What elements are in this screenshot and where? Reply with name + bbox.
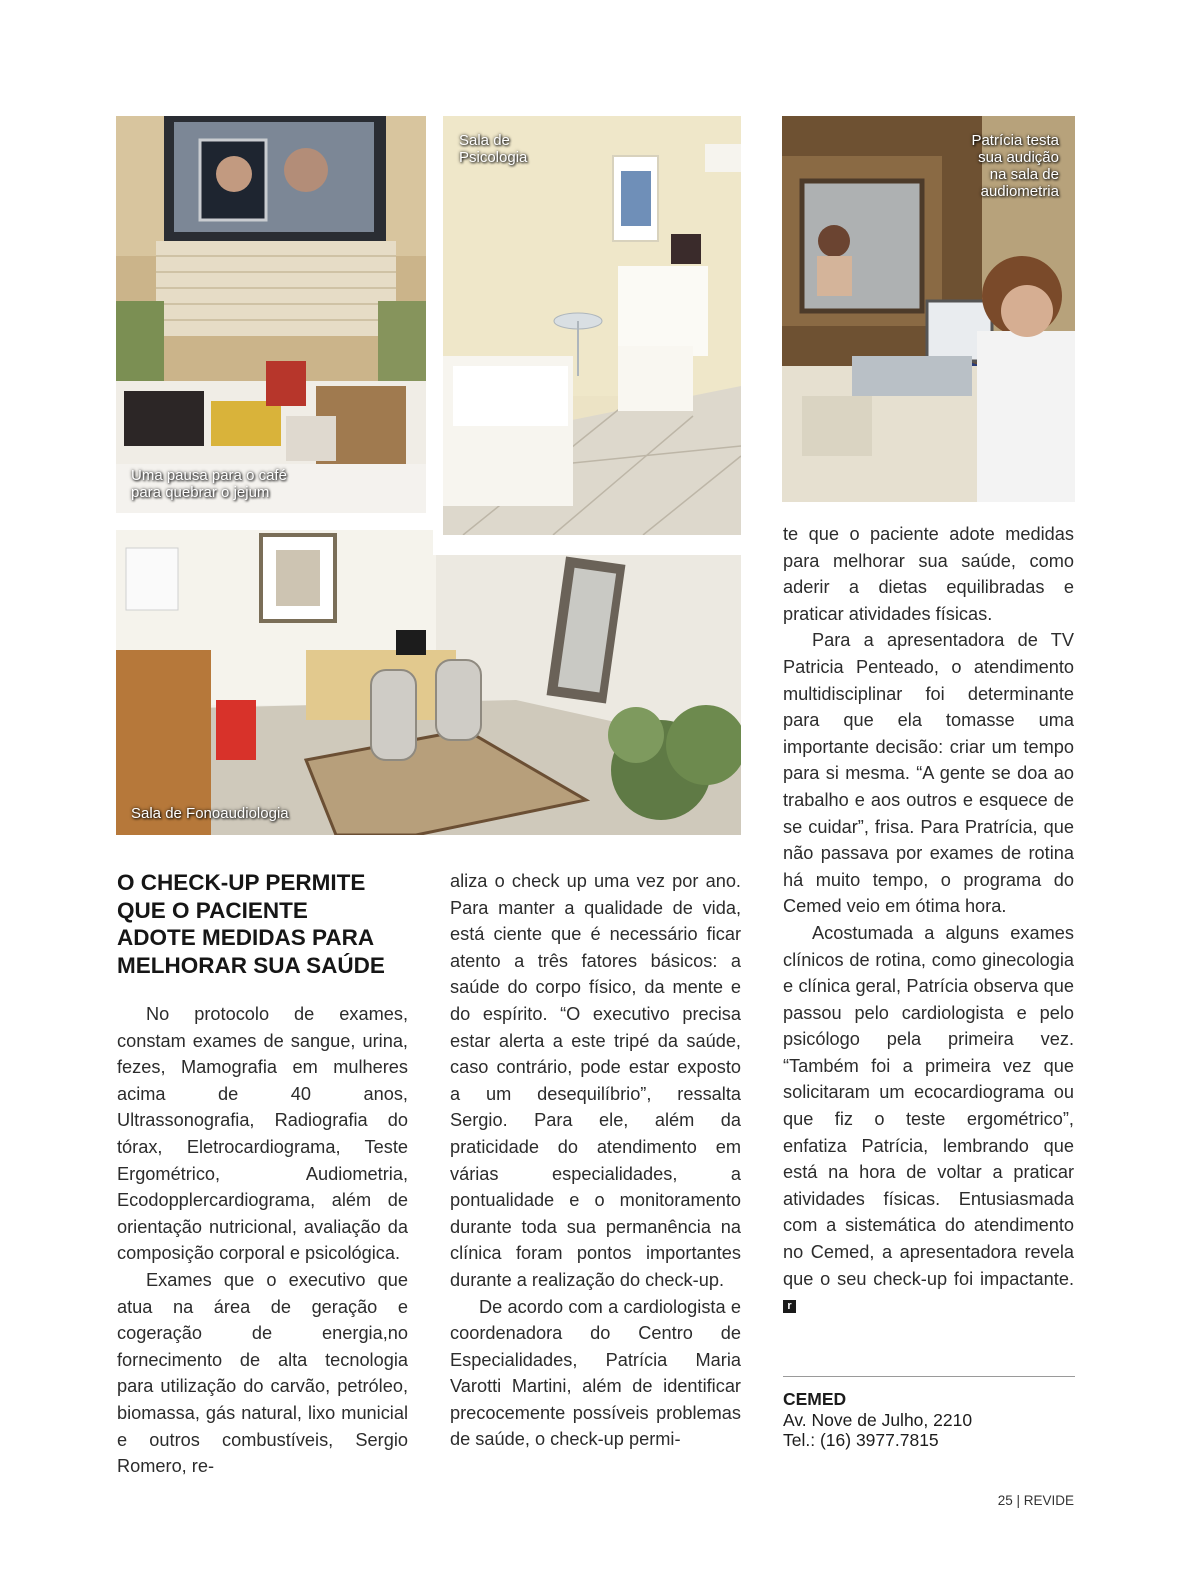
photo-speech-therapy-room <box>116 530 741 835</box>
page-folio: 25 | REVIDE <box>997 1493 1074 1508</box>
caption-coffee-break: Uma pausa para o café para quebrar o jejum <box>131 467 287 501</box>
paragraph <box>783 920 1074 1319</box>
end-of-article-mark: r <box>783 1300 796 1313</box>
article-column-3 <box>783 521 1074 1319</box>
photo-coffee-break <box>116 116 426 513</box>
article-column-2 <box>450 868 741 1453</box>
paragraph-text: Acostumada a alguns exames clínicos de rotina, como ginecologia e clínica geral, Patrícia observa que passou pelo cardiologista e pelo psicólogo pela primeira vez. “Também foi a primeira vez que solicitaram um ecocardiograma ou que fiz o teste ergométrico”, enfatiza Patrícia, lembrando que está na hora de voltar a praticar atividades físicas. Entusiasmada com a sistemática do atendimento no Cemed, a apresentadora revela que o seu check-up foi impactante. <box>783 922 1074 1289</box>
paragraph: Para a apresentadora de TV Patricia Penteado, o atendimento multidisciplinar foi determinante para que ela tomasse uma importante decisão: criar um tempo para si mesma. “A gente se doa ao trabalho e aos outros e esquece de se cuidar”, frisa. Para Pratrícia, que não passava por exames de rotina há muito tempo, o programa do Cemed veio em ótima hora. <box>783 630 1074 917</box>
article-headline: O CHECK-UP PERMITE QUE O PACIENTE ADOTE MEDIDAS PARA MELHORAR SUA SAÚDE <box>117 870 385 978</box>
caption-speech-therapy-room: Sala de Fonoaudiologia <box>131 805 289 822</box>
contact-phone: Tel.: (16) 3977.7815 <box>783 1430 939 1450</box>
paragraph: De acordo com a cardiologista e coordenadora do Centro de Especialidades, Patrícia Maria Varotti Martini, além de identificar precocemente possíveis problemas de saúde, o check-up permi- <box>450 1296 741 1450</box>
paragraph: aliza o check up uma vez por ano. Para manter a qualidade de vida, está ciente que é necessário ficar atento a três fatores básicos: a saúde do corpo físico, da mente e do espírito. “O executivo precisa estar alerta a este tripé da saúde, caso contrário, pode estar exposto a um desequilíbrio”, ressalta Sergio. Para ele, além da praticidade do atendimento em várias especialidades, a pontualidade e o monitoramento durante toda sua permanência na clínica foram pontos importantes durante a realização do check-up. <box>450 871 741 1290</box>
caption-psychology-room: Sala de Psicologia <box>459 132 528 166</box>
photo-psychology-room <box>443 116 741 535</box>
paragraph: te que o paciente adote medidas para melhorar sua saúde, como aderir a dietas equilibradas e praticar atividades físicas. <box>783 524 1074 624</box>
article-column-1 <box>117 1001 408 1480</box>
contact-address: Av. Nove de Julho, 2210 <box>783 1409 973 1430</box>
paragraph: No protocolo de exames, constam exames de sangue, urina, fezes, Mamografia em mulheres acima de 40 anos, Ultrassonografia, Radiografia do tórax, Eletrocardiograma, Teste Ergométrico, Audiometria, Ecodopplercardiograma, além de orientação nutricional, avaliação da composição corporal e psicológica. <box>117 1004 408 1264</box>
contact-box <box>783 1376 1075 1451</box>
caption-audiometry-room: Patrícia testa sua audição na sala de audiometria <box>971 132 1059 200</box>
contact-name: CEMED <box>783 1389 847 1409</box>
paragraph: Exames que o executivo que atua na área de geração e cogeração de energia,no fornecimento de alta tecnologia para utilização do carvão, petróleo, biomassa, gás natural, lixo municial e outros combustíveis, Sergio Romero, re- <box>117 1269 408 1477</box>
